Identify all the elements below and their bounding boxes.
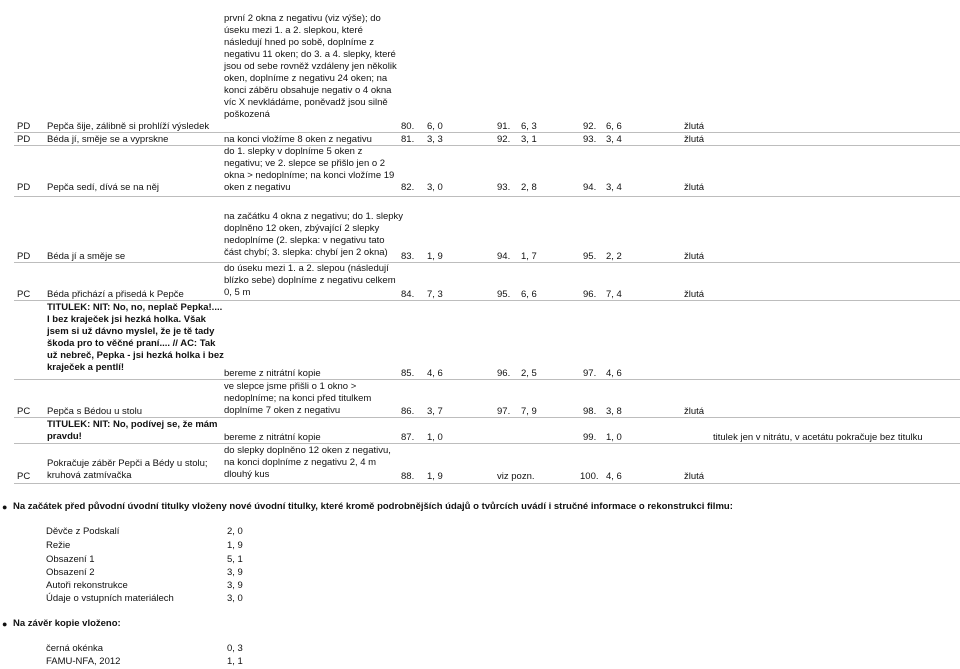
row-type: PD <box>17 121 31 132</box>
list-item-value: 1, 9 <box>227 540 243 551</box>
row-v1: 1, 0 <box>427 432 443 443</box>
row-v1: 3, 0 <box>427 182 443 193</box>
row-v1: 1, 9 <box>427 471 443 482</box>
row-v1: 7, 3 <box>427 289 443 300</box>
list-item-label: Obsazení 2 <box>46 567 95 578</box>
row-v1: 1, 9 <box>427 251 443 262</box>
row-v3: 4, 6 <box>606 471 622 482</box>
row-n2: 94. <box>497 251 511 262</box>
row-color: žlutá <box>684 289 705 300</box>
row-v2: 6, 3 <box>521 121 537 132</box>
row-n3: 92. <box>583 121 597 132</box>
bullet-icon: ● <box>2 502 8 512</box>
list-item-label: FAMU-NFA, 2012 <box>46 656 121 667</box>
opening-titles-note: Na začátek před původní úvodní titulky vloženy nové úvodní titulky, které kromě podrobnějších údajů o tvůrcích uvádí i stručné informace o rekonstrukci filmu: <box>13 501 733 512</box>
row-notes: bereme z nitrátní kopie <box>224 368 321 379</box>
row-v2: 7, 9 <box>521 406 537 417</box>
list-item-value: 5, 1 <box>227 554 243 565</box>
row-n2: 92. <box>497 134 511 145</box>
bullet-icon: ● <box>2 619 8 629</box>
row-v2: 2, 8 <box>521 182 537 193</box>
row-scene: Pepča šije, zálibně si prohlíží výsledek <box>47 121 210 132</box>
row-scene: TITULEK: NIT: No, no, neplač Pepka!.... I bez kraječek jsi hezká holka. Však jsem si už dávno myslel, že je tě tady škoda pro to věčné praní.... // AC: Tak už nebreč, Pepka - jsi hezká holka i bez kraječek a pentlí! <box>47 302 224 373</box>
row-n3: 97. <box>583 368 597 379</box>
list-item-label: Autoři rekonstrukce <box>46 580 128 591</box>
row-n1: 84. <box>401 289 415 300</box>
row-notes: bereme z nitrátní kopie <box>224 432 321 443</box>
row-n2: 93. <box>497 182 511 193</box>
row-v1: 3, 7 <box>427 406 443 417</box>
list-item-value: 3, 9 <box>227 567 243 578</box>
row-scene: Béda jí, směje se a vyprskne <box>47 134 169 145</box>
row-notes: do slepky doplněno 12 oken z negativu, na konci doplníme z negativu 2, 4 m dlouhý kus <box>224 445 391 480</box>
row-v2: 6, 6 <box>521 289 537 300</box>
row-notes: do úseku mezi 1. a 2. slepou (následují blízko sebe) doplníme z negativu celkem 0, 5 m <box>224 263 396 298</box>
ending-note: Na závěr kopie vloženo: <box>13 618 121 629</box>
list-item-value: 2, 0 <box>227 526 243 537</box>
row-scene: Pokračuje záběr Pepči a Bédy u stolu; kruhová zatmívačka <box>47 458 208 481</box>
row-n2: 97. <box>497 406 511 417</box>
row-v3: 4, 6 <box>606 368 622 379</box>
row-v1: 3, 3 <box>427 134 443 145</box>
row-v3: 1, 0 <box>606 432 622 443</box>
row-n2: 91. <box>497 121 511 132</box>
row-n1: 87. <box>401 432 415 443</box>
list-item-label: Režie <box>46 540 71 551</box>
row-n2: 96. <box>497 368 511 379</box>
row-n3: 94. <box>583 182 597 193</box>
row-v3: 3, 4 <box>606 134 622 145</box>
row-notes: první 2 okna z negativu (viz výše); do úseku mezi 1. a 2. slepkou, které následují hned po sobě, doplníme z negativu 11 oken; do 3. a 4. slepky, které jsou od sebe rovněž vzdáleny jen několik oken, doplníme z negativu 24 oken; na konci záběru obsahuje negativ o 4 okna víc X nevkládáme, poněvadž jsou silně poškozená <box>224 13 397 120</box>
list-item-value: 3, 9 <box>227 580 243 591</box>
row-n1: 85. <box>401 368 415 379</box>
row-notes: do 1. slepky v doplníme 5 oken z negativu; ve 2. slepce se přišlo jen o 2 okna > nedoplníme; na konci vložíme 19 oken z negativu <box>224 146 395 193</box>
row-n2: 95. <box>497 289 511 300</box>
row-n1: 86. <box>401 406 415 417</box>
row-color: žlutá <box>684 251 705 262</box>
row-v2: 3, 1 <box>521 134 537 145</box>
row-n3: 93. <box>583 134 597 145</box>
list-item-label: Obsazení 1 <box>46 554 95 565</box>
row-n3: 98. <box>583 406 597 417</box>
row-color: žlutá <box>684 134 705 145</box>
row-v2: 1, 7 <box>521 251 537 262</box>
row-v2: 2, 5 <box>521 368 537 379</box>
row-v3: 2, 2 <box>606 251 622 262</box>
row-n1: 82. <box>401 182 415 193</box>
row-scene: Béda jí a směje se <box>47 251 126 262</box>
row-color: žlutá <box>684 471 705 482</box>
row-n1: 83. <box>401 251 415 262</box>
row-n3: 99. <box>583 432 597 443</box>
row-type: PD <box>17 251 31 262</box>
row-color: žlutá <box>684 406 705 417</box>
row-n1: 80. <box>401 121 415 132</box>
row-scene: Béda přichází a přisedá k Pepče <box>47 289 184 300</box>
row-scene: Pepča sedí, dívá se na něj <box>47 182 159 193</box>
row-v1: 6, 0 <box>427 121 443 132</box>
row-type: PC <box>17 289 31 300</box>
row-v1: 4, 6 <box>427 368 443 379</box>
row-color: žlutá <box>684 182 705 193</box>
row-n3: 95. <box>583 251 597 262</box>
row-v3: 3, 8 <box>606 406 622 417</box>
list-item-label: Údaje o vstupních materiálech <box>46 593 174 604</box>
row-v3: 3, 4 <box>606 182 622 193</box>
row-n1: 81. <box>401 134 415 145</box>
list-item-label: černá okénka <box>46 643 104 654</box>
row-type: PC <box>17 406 31 417</box>
row-v3: 7, 4 <box>606 289 622 300</box>
row-n2: viz pozn. <box>497 471 535 482</box>
row-n1: 88. <box>401 471 415 482</box>
list-item-value: 1, 1 <box>227 656 243 667</box>
list-item-value: 3, 0 <box>227 593 243 604</box>
row-type: PD <box>17 182 31 193</box>
row-notes: na konci vložíme 8 oken z negativu <box>224 134 372 145</box>
row-scene: Pepča s Bédou u stolu <box>47 406 143 417</box>
row-notes: na začátku 4 okna z negativu; do 1. slepky doplněno 12 oken, zbývající 2 slepky nedoplníme (2. slepka: v negativu tato část chybí; 3. slepka: chybí jen 2 okna) <box>224 211 404 258</box>
row-type: PC <box>17 471 31 482</box>
row-n3: 100. <box>580 471 599 482</box>
list-item-value: 0, 3 <box>227 643 243 654</box>
row-type: PD <box>17 134 31 145</box>
row-v3: 6, 6 <box>606 121 622 132</box>
row-notes: ve slepce jsme přišli o 1 okno > nedoplníme; na konci před titulkem doplníme 7 oken z negativu <box>224 381 372 416</box>
row-extra-note: titulek jen v nitrátu, v acetátu pokračuje bez titulku <box>713 432 923 443</box>
row-n3: 96. <box>583 289 597 300</box>
row-scene: TITULEK: NIT: No, podívej se, že mám pravdu! <box>47 419 218 442</box>
row-color: žlutá <box>684 121 705 132</box>
list-item-label: Děvče z Podskalí <box>46 526 120 537</box>
